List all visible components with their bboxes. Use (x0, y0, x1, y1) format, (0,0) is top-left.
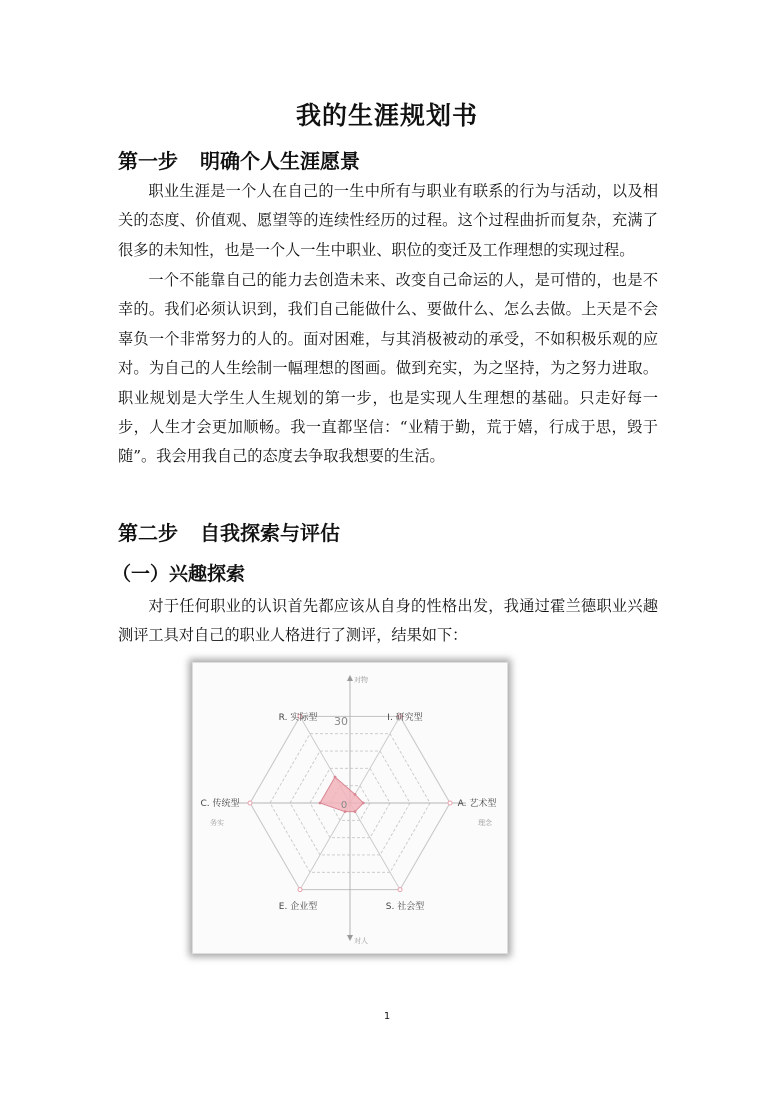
tick-label-0: 0 (340, 800, 348, 811)
direction-label-right: 理念 (478, 819, 492, 827)
vertex-marker-5 (298, 888, 302, 892)
data-point-2 (354, 793, 357, 796)
document-title: 我的生涯规划书 (295, 101, 478, 130)
section1-paragraph-1: 职业生涯是一个人在自己的一生中所有与职业有联系的行为与活动，以及相关的态度、价值观、愿望等的连续性经历的过程。这个过程曲折而复杂，充满了很多的未知性，也是一个人一生中职业、职位的变迁及工作理想的实现过程。 (118, 182, 658, 259)
subsection-interest-heading: （一）兴趣探索 (112, 563, 246, 585)
axis-label-6: C. 传统型 (200, 799, 240, 809)
spoke-4 (350, 803, 400, 890)
arrow-up-icon (347, 675, 353, 681)
axis-label-3: A. 艺术型 (457, 799, 497, 809)
tick-label-30: 30 (334, 715, 348, 728)
axis-label-2: I. 研究型 (387, 713, 423, 723)
section1-heading-number: 第一步 (118, 149, 178, 173)
section2-heading (118, 517, 340, 546)
data-point-4 (354, 810, 357, 813)
spoke-2 (350, 716, 400, 803)
vertex-marker-3 (448, 801, 452, 805)
direction-label-top: 对物 (354, 676, 368, 684)
holland-radar-figure (192, 662, 508, 954)
direction-label-left: 务实 (210, 819, 224, 827)
direction-label-bottom: 对人 (354, 937, 368, 945)
section1-heading-text: 明确个人生涯愿景 (200, 149, 360, 173)
data-point-6 (319, 802, 322, 805)
section2-heading-number: 第二步 (118, 521, 178, 545)
data-point-3 (362, 802, 365, 805)
holland-radar-chart (192, 662, 508, 954)
data-point-1 (334, 776, 337, 779)
vertex-marker-4 (398, 888, 402, 892)
arrow-down-icon (347, 935, 353, 941)
section2-heading-text: 自我探索与评估 (200, 521, 340, 545)
axis-label-5: E. 企业型 (278, 902, 318, 912)
section1-paragraph-2: 一个不能靠自己的能力去创造未来、改变自己命运的人，是可惜的，也是不幸的。我们必须认识到，我们自己能做什么、要做什么、怎么去做。上天是不会辜负一个非常努力的人的。面对困难，与其消极被动的承受，不如积极乐观的应对。为自己的人生绘制一幅理想的图画。做到充实，为之坚持，为之努力进取。职业规划是大学生人生规划的第一步，也是实现人生理想的基础。只走好每一步，人生才会更加顺畅。我一直都坚信：“业精于勤，荒于嬉，行成于思，毁于随”。我会用我自己的态度去争取我想要的生活。 (118, 271, 658, 466)
axis-label-4: S. 社会型 (385, 902, 425, 912)
page-number: 1 (383, 1011, 391, 1022)
spoke-5 (300, 803, 350, 890)
vertex-marker-6 (248, 801, 252, 805)
axis-label-1: R. 实际型 (278, 713, 318, 723)
section1-heading (118, 145, 360, 174)
interest-paragraph: 对于任何职业的认识首先都应该从自身的性格出发，我通过霍兰德职业兴趣测评工具对自己的职业人格进行了测评，结果如下： (118, 597, 658, 645)
